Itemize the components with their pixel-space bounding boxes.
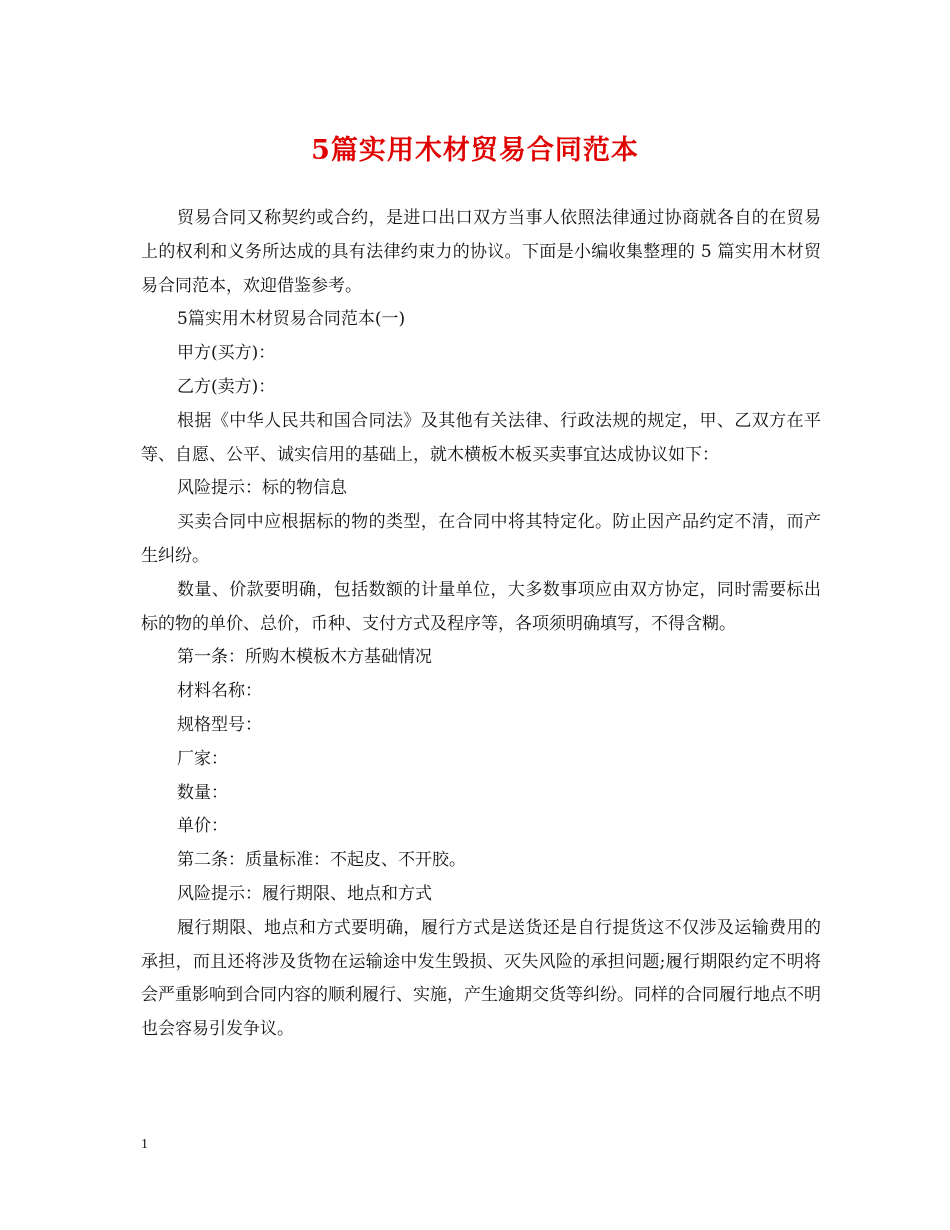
document-body xyxy=(141,202,821,1047)
page-number: 1 xyxy=(141,1137,148,1152)
paragraph-unit-price: 单价： xyxy=(177,816,228,837)
paragraph-material-name: 材料名称： xyxy=(177,681,262,702)
paragraph-article-1: 第一条：所购木模板木方基础情况 xyxy=(177,647,432,668)
document-title: 5篇实用木材贸易合同范本 xyxy=(311,135,639,166)
paragraph-quantity-price: 数量、价款要明确，包括数额的计量单位，大多数事项应由双方协定，同时需要标出标的物的单价、总价，币种、支付方式及程序等，各项须明确填写，不得含糊。 xyxy=(141,579,821,634)
paragraph-risk-note-1: 风险提示：标的物信息 xyxy=(177,478,347,499)
paragraph-manufacturer: 厂家： xyxy=(177,748,228,769)
paragraph-section-heading: 5篇实用木材贸易合同范本(一) xyxy=(177,309,406,330)
paragraph-quantity: 数量： xyxy=(177,782,228,803)
paragraph-legal-basis: 根据《中华人民共和国合同法》及其他有关法律、行政法规的规定，甲、乙双方在平等、自愿、公平、诚实信用的基础上，就木横板木板买卖事宜达成协议如下： xyxy=(141,410,821,465)
paragraph-model: 规格型号： xyxy=(177,714,262,735)
paragraph-risk-note-2: 风险提示：履行期限、地点和方式 xyxy=(177,883,432,904)
paragraph-performance: 履行期限、地点和方式要明确，履行方式是送货还是自行提货这不仅涉及运输费用的承担，而且还将涉及货物在运输途中发生毁损、灭失风险的承担问题;履行期限约定不明将会严重影响到合同内容的顺利履行、实施，产生逾期交货等纠纷。同样的合同履行地点不明也会容易引发争议。 xyxy=(141,917,821,1040)
paragraph-party-b: 乙方(卖方)： xyxy=(177,376,276,397)
paragraph-intro: 贸易合同又称契约或合约，是进口出口双方当事人依照法律通过协商就各自的在贸易上的权利和义务所达成的具有法律约束力的协议。下面是小编收集整理的 5 篇实用木材贸易合同范本，欢迎借鉴参考。 xyxy=(141,208,821,296)
paragraph-article-2: 第二条：质量标准：不起皮、不开胶。 xyxy=(177,850,466,871)
paragraph-specification: 买卖合同中应根据标的物的类型，在合同中将其特定化。防止因产品约定不清，而产生纠纷。 xyxy=(141,512,821,566)
paragraph-party-a: 甲方(买方)： xyxy=(177,343,276,364)
